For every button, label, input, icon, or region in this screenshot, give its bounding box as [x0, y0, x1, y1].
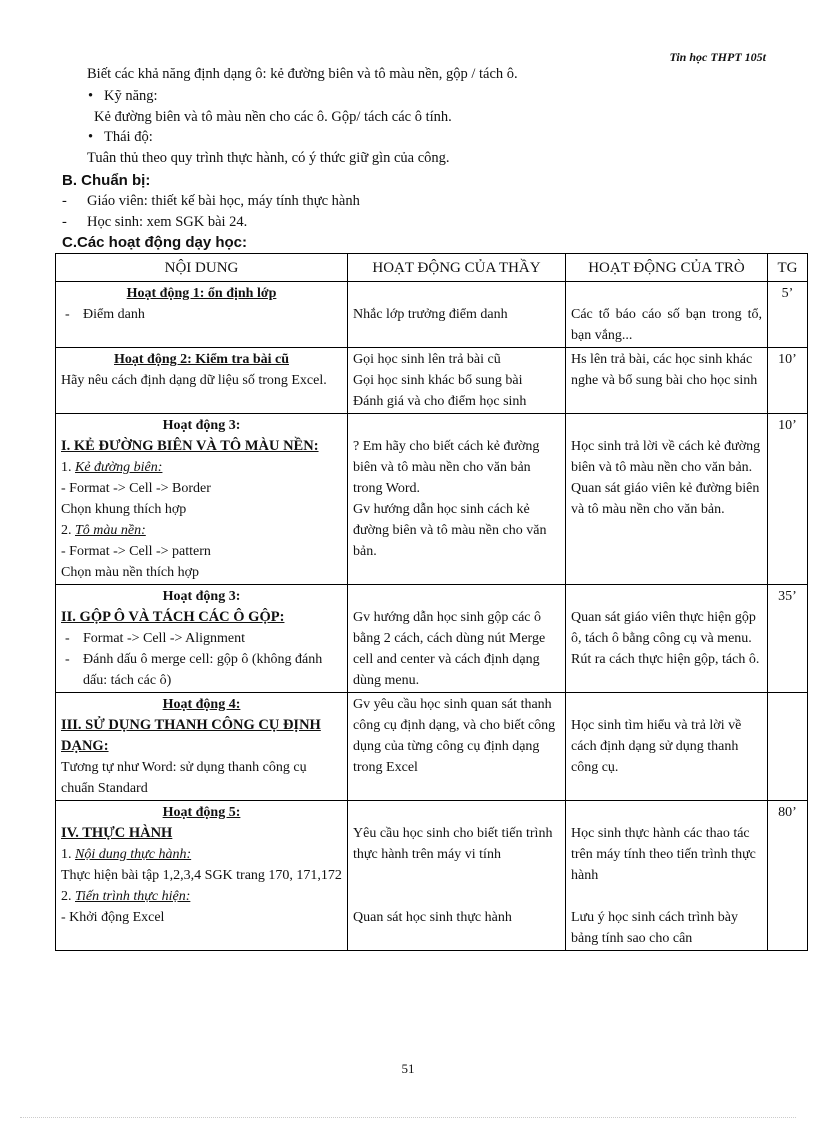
skill-label: • Kỹ năng:	[104, 88, 158, 105]
content-text: Chọn màu nền thích hợp	[61, 565, 200, 580]
attitude-text: Tuân thủ theo quy trình thực hành, có ý thức giữ gìn của công.	[87, 150, 450, 166]
prep-item-teacher: Giáo viên: thiết kế bài học, máy tính thực hành	[87, 193, 360, 209]
section-c-title: C.Các hoạt động dạy học:	[62, 234, 248, 251]
student-activity: Quan sát giáo viên kẻ đường biên và tô màu nền cho văn bản.	[571, 481, 760, 517]
row2-content	[56, 348, 348, 414]
table-row	[56, 282, 808, 348]
row1-content	[56, 282, 348, 348]
row1-time: 5’	[768, 282, 808, 348]
content-text: Tương tự như Word: sử dụng thanh công cụ chuẩn Standard	[61, 760, 307, 796]
activity-title: Hoạt động 5:	[162, 805, 241, 820]
table-row	[56, 348, 808, 414]
activity-title: Hoạt động 2: Kiểm tra bài cũ	[114, 352, 289, 367]
header-teacher: HOẠT ĐỘNG CỦA THẦY	[348, 254, 566, 282]
row4-content	[56, 585, 348, 693]
row3-student	[566, 414, 768, 585]
student-activity: Rút ra cách thực hiện gộp, tách ô.	[571, 652, 760, 667]
teacher-activity: Quan sát học sinh thực hành	[353, 910, 512, 925]
sub-heading	[61, 844, 342, 865]
table-row	[56, 585, 808, 693]
row5-content	[56, 693, 348, 801]
teacher-activity: Đánh giá và cho điểm học sinh	[353, 394, 527, 409]
sub-title: Tô màu nền:	[75, 523, 146, 538]
prep-item: -	[62, 193, 67, 209]
header-time: TG	[768, 254, 808, 282]
row5-teacher	[348, 693, 566, 801]
teacher-activity: Gv yêu cầu học sinh quan sát thanh công cụ định dạng, và cho biết công dụng của từng công cụ định dạng trong Excel	[353, 697, 556, 775]
list-item: - Format -> Cell -> Alignment	[61, 628, 342, 649]
sub-title: Kẻ đường biên:	[75, 460, 163, 475]
row2-teacher	[348, 348, 566, 414]
row3-content	[56, 414, 348, 585]
teacher-activity: Gv hướng dẫn học sinh cách kẻ đường biên và tô màu nền cho văn bản.	[353, 502, 547, 559]
attitude-label: • Thái độ:	[104, 129, 153, 146]
section-title: I. KẺ ĐƯỜNG BIÊN VÀ TÔ MÀU NỀN:	[61, 438, 319, 454]
row1-teacher	[348, 282, 566, 348]
student-activity: Học sinh tìm hiểu và trả lời về cách định dạng sử dụng thanh công cụ.	[571, 718, 742, 775]
skill-text: Kẻ đường biên và tô màu nền cho các ô. Gộp/ tách các ô tính.	[94, 109, 452, 125]
sub-title: Nội dung thực hành:	[75, 847, 192, 862]
sub-number: 2.	[61, 523, 72, 538]
student-activity: Học sinh trả lời về cách kẻ đường biên và tô màu nền cho văn bản.	[571, 439, 761, 475]
page-edge-divider	[20, 1117, 796, 1118]
running-header: Tin học THPT 105t	[669, 50, 766, 64]
sub-title: Tiến trình thực hiện:	[75, 889, 191, 904]
activity-title: Hoạt động 4:	[162, 697, 241, 712]
activities-table	[55, 253, 808, 951]
student-activity: Quan sát giáo viên thực hiện gộp ô, tách ô bằng công cụ và menu.	[571, 610, 756, 646]
section-title: II. GỘP Ô VÀ TÁCH CÁC Ô GỘP:	[61, 609, 285, 625]
table-header-row	[56, 254, 808, 282]
sub-number: 1.	[61, 460, 72, 475]
section-b-title: B. Chuẩn bị:	[62, 172, 151, 189]
table-row	[56, 693, 808, 801]
content-text: - Khởi động Excel	[61, 910, 165, 925]
row3-time: 10’	[768, 414, 808, 585]
sub-number: 2.	[61, 889, 72, 904]
teacher-activity: Gọi học sinh khác bổ sung bài	[353, 373, 523, 388]
content-text: Thực hiện bài tập 1,2,3,4 SGK trang 170, 171,172	[61, 868, 342, 883]
sub-number: 1.	[61, 847, 72, 862]
sub-heading	[61, 520, 342, 541]
row6-teacher	[348, 801, 566, 951]
prep-item: -	[62, 214, 67, 230]
row3-teacher	[348, 414, 566, 585]
objective-knowledge: Biết các khả năng định dạng ô: kẻ đường biên và tô màu nền, gộp / tách ô.	[87, 66, 518, 82]
activity-title: Hoạt động 3:	[162, 418, 241, 433]
table-row	[56, 801, 808, 951]
page-number: 51	[401, 1061, 415, 1076]
row6-student	[566, 801, 768, 951]
teacher-activity: ? Em hãy cho biết cách kẻ đường biên và tô màu nền cho văn bản trong Word.	[353, 439, 540, 496]
teacher-activity: Gọi học sinh lên trả bài cũ	[353, 352, 501, 367]
row2-student	[566, 348, 768, 414]
row2-time: 10’	[768, 348, 808, 414]
header-content: NỘI DUNG	[56, 254, 348, 282]
row4-teacher	[348, 585, 566, 693]
content-text: Hãy nêu cách định dạng dữ liệu số trong Excel.	[61, 373, 327, 388]
section-title: IV. THỰC HÀNH	[61, 825, 173, 841]
row5-student	[566, 693, 768, 801]
student-activity: Các tổ báo cáo số bạn trong tổ, bạn vắng...	[571, 307, 762, 343]
student-activity: Hs lên trả bài, các học sinh khác nghe và bổ sung bài cho học sinh	[571, 352, 758, 388]
row6-time: 80’	[768, 801, 808, 951]
teacher-activity: Yêu cầu học sinh cho biết tiến trình thực hành trên máy vi tính	[353, 826, 553, 862]
teacher-activity: Gv hướng dẫn học sinh gộp các ô bằng 2 cách, cách dùng nút Merge cell and center và cách định dạng dùng menu.	[353, 610, 546, 688]
activity-title: Hoạt động 1: ổn định lớp	[126, 286, 277, 301]
student-activity: Lưu ý học sinh cách trình bày bảng tính sao cho cân	[571, 910, 738, 946]
section-title: III. SỬ DỤNG THANH CÔNG CỤ ĐỊNH DẠNG:	[61, 717, 321, 754]
row4-time: 35’	[768, 585, 808, 693]
content-text: Chọn khung thích hợp	[61, 502, 187, 517]
list-item: - Điểm danh	[61, 304, 342, 325]
activity-title: Hoạt động 3:	[162, 589, 241, 604]
prep-item-student: Học sinh: xem SGK bài 24.	[87, 214, 248, 230]
row4-student	[566, 585, 768, 693]
content-text: - Format -> Cell -> Border	[61, 481, 211, 496]
student-activity: Học sinh thực hành các thao tác trên máy tính theo tiến trình thực hành	[571, 826, 756, 883]
list-item: - Đánh dấu ô merge cell: gộp ô (không đánh dấu: tách các ô)	[61, 649, 342, 691]
header-student: HOẠT ĐỘNG CỦA TRÒ	[566, 254, 768, 282]
sub-heading	[61, 457, 342, 478]
row5-time	[768, 693, 808, 801]
row1-student	[566, 282, 768, 348]
content-text: - Format -> Cell -> pattern	[61, 544, 211, 559]
teacher-activity: Nhắc lớp trưởng điểm danh	[353, 307, 508, 322]
table-row	[56, 414, 808, 585]
sub-heading	[61, 886, 342, 907]
row6-content	[56, 801, 348, 951]
